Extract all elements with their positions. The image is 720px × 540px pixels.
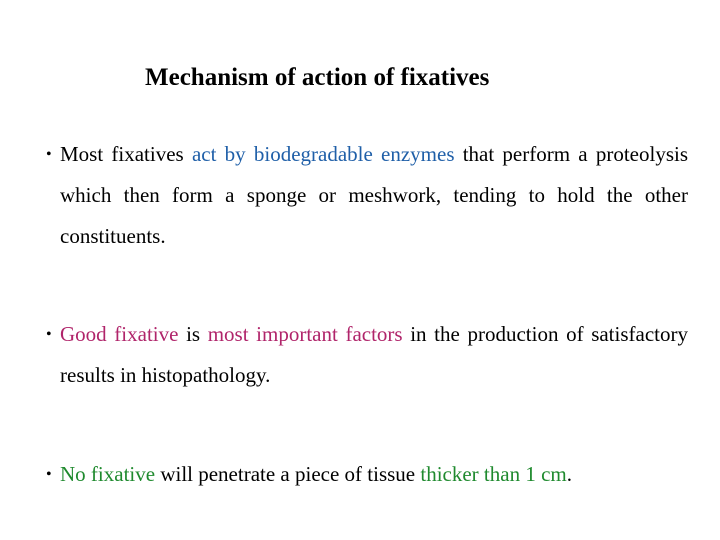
bullet-icon: • bbox=[46, 146, 52, 163]
highlighted-text-segment: act by biodegradable enzymes bbox=[191, 142, 455, 166]
bullet-item bbox=[46, 454, 688, 495]
highlighted-text-segment: No fixative bbox=[60, 462, 156, 486]
text-segment: will penetrate a piece of tissue bbox=[155, 462, 421, 486]
bullet-text bbox=[60, 134, 688, 257]
bullet-icon: • bbox=[46, 326, 52, 343]
text-segment: that perform a proteolysis which then form a sponge or meshwork, tending to hold the other constituents. bbox=[60, 142, 688, 248]
highlighted-text-segment: most important factors bbox=[207, 322, 403, 346]
bullet-text bbox=[60, 454, 688, 495]
highlighted-text-segment: thicker than 1 cm bbox=[420, 462, 567, 486]
slide-title: Mechanism of action of fixatives bbox=[145, 64, 490, 91]
text-segment: is bbox=[178, 322, 208, 346]
bullet-item bbox=[46, 134, 688, 257]
text-segment: . bbox=[566, 462, 572, 486]
text-segment: Most fixatives bbox=[60, 142, 192, 166]
bullet-icon: • bbox=[46, 466, 52, 483]
bullet-text bbox=[60, 314, 688, 396]
bullet-item bbox=[46, 314, 688, 396]
highlighted-text-segment: Good fixative bbox=[60, 322, 179, 346]
text-segment: in the production of satisfactory results in histopathology. bbox=[60, 322, 688, 387]
